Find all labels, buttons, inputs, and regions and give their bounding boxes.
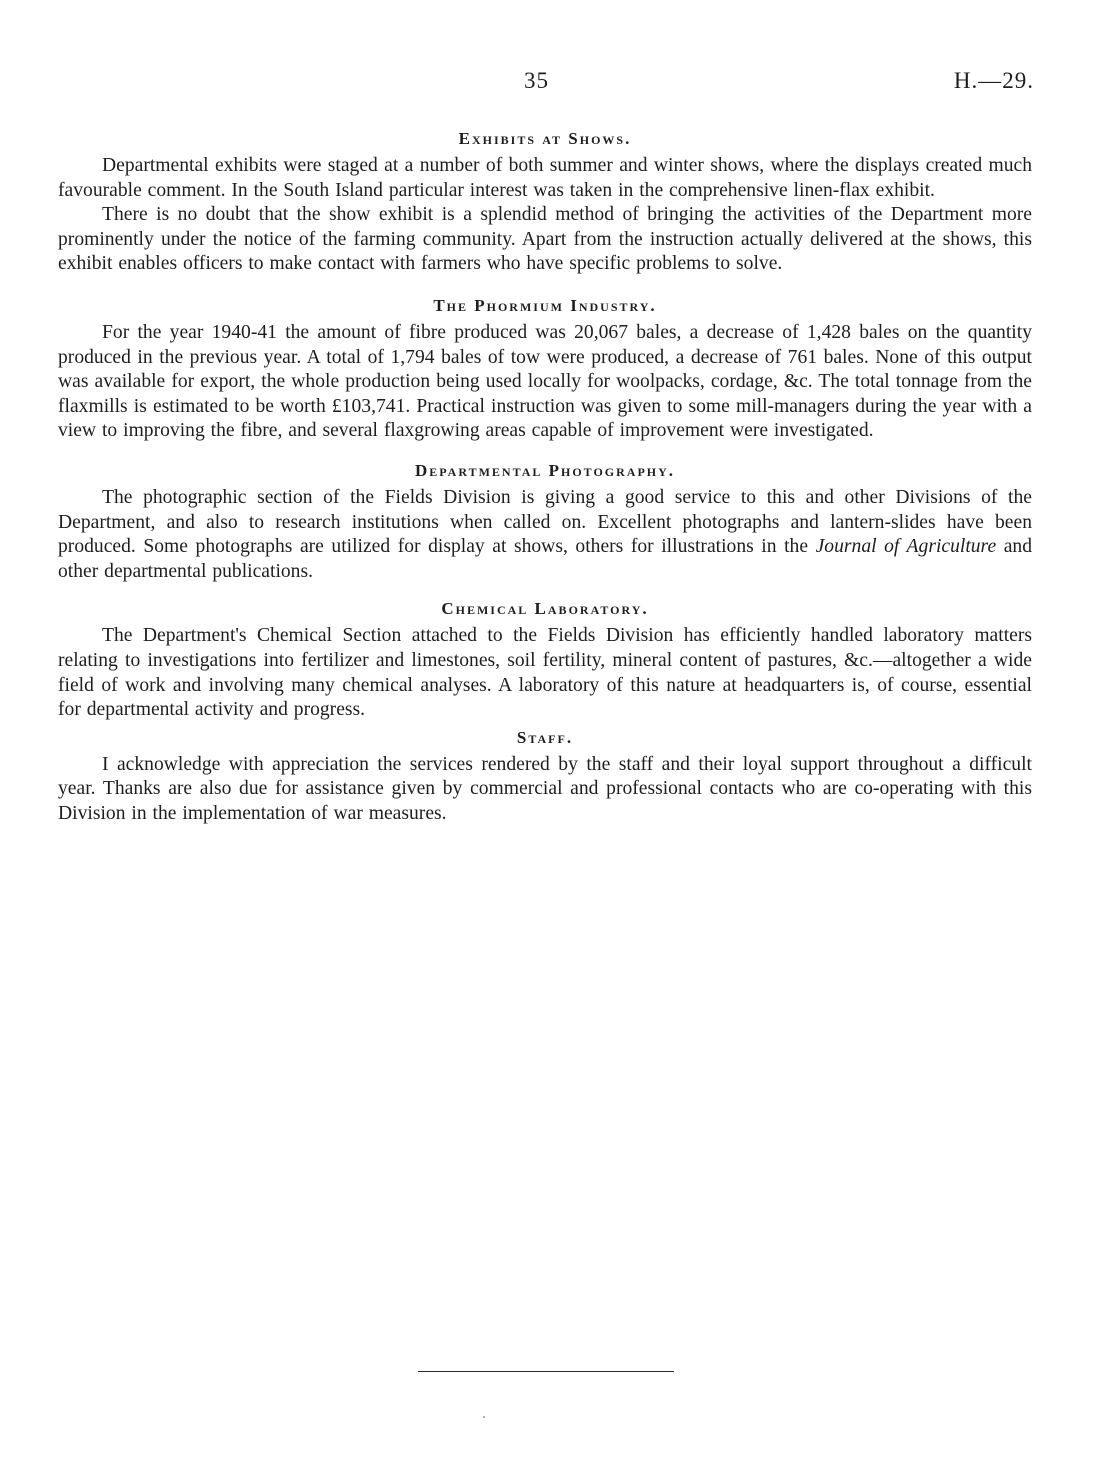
section-heading: Staff. [516, 727, 574, 747]
section-heading: Departmental Photography. [414, 460, 676, 480]
footer-mark [483, 1416, 485, 1418]
section-heading: Chemical Laboratory. [441, 599, 649, 619]
paragraph-text: and other departmental publications. [58, 536, 1033, 582]
section-phormium-industry [58, 295, 1032, 444]
paragraph-text: The photographic section of the Fields Division is giving a good service to this and other Divisions of the Department, and also to research institutions when called on. Excellent photographs and lantern-slides have been produced. Some photographs are utilized for display at shows, others for illustrations in the [58, 486, 1032, 558]
section-departmental-photography [58, 460, 1032, 584]
section-staff [58, 727, 1032, 827]
paragraph: Departmental exhibits were staged at a number of both summer and winter shows, where the displays created much favourable comment. In the South Island particular interest was taken in the comprehensive linen-flax exhibit. [58, 155, 1032, 201]
section-exhibits-at-shows [58, 128, 1032, 277]
section-chemical-laboratory [58, 598, 1032, 722]
document-body [58, 128, 1032, 826]
document-reference: H.—29. [953, 68, 1034, 93]
paragraph [58, 486, 1032, 584]
section-heading: The Phormium Industry. [433, 295, 657, 315]
section-heading: Exhibits at Shows. [458, 129, 632, 148]
paragraph: I acknowledge with appreciation the services rendered by the staff and their loyal support throughout a difficult year. Thanks are also due for assistance given by commercial and professional contacts who are co-operating with this Division in the implementation of war measures. [58, 753, 1032, 824]
journal-title: Journal of Agriculture [815, 536, 997, 558]
page-number: 35 [524, 68, 549, 93]
page-header [0, 68, 1114, 102]
paragraph: For the year 1940-41 the amount of fibre produced was 20,067 bales, a decrease of 1,428 bales on the quantity produced in the previous year. A total of 1,794 bales of tow were produced, a decrease of 761 bales. None of this output was available for export, the whole production being used locally for woolpacks, cordage, &c. The total tonnage from the flaxmills is estimated to be worth £103,741. Practical instruction was given to some mill-managers during the year with a view to improving the fibre, and several flaxgrowing areas capable of improvement were investigated. [58, 321, 1032, 442]
paragraph: There is no doubt that the show exhibit is a splendid method of bringing the activities of the Department more prominently under the notice of the farming community. Apart from the instruction actually delivered at the shows, this exhibit enables officers to make contact with farmers who have specific problems to solve. [58, 204, 1032, 275]
footer-rule [418, 1371, 674, 1372]
paragraph: The Department's Chemical Section attached to the Fields Division has efficiently handled laboratory matters relating to investigations into fertilizer and limestones, soil fertility, mineral content of pastures, &c.—altogether a wide field of work and involving many chemical analyses. A laboratory of this nature at headquarters is, of course, essential for departmental activity and progress. [58, 625, 1032, 721]
